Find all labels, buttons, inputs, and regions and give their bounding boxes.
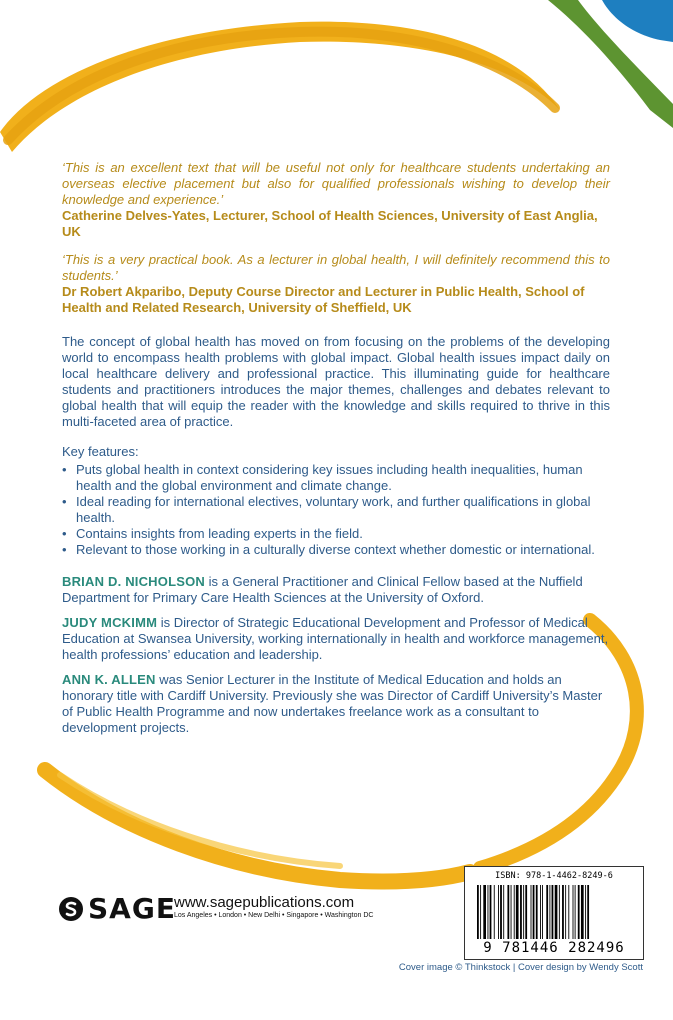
author-bio-text: was Senior Lecturer in the Institute of Medical Education and holds an honorary title with Cardiff University. Previously she was Director of Cardiff University’s Master of Public Health Programme and now undertakes freelance work as a consultant to development projects. xyxy=(62,672,603,735)
author-bio-text: is a General Practitioner and Clinical Fellow based at the Nuffield Department for Primary Care Health Sciences at the University of Oxford. xyxy=(62,574,583,605)
author-bio-text: is Director of Strategic Educational Development and Professor of Medical Education at Swansea University, working internationally in health and workforce management, health professions’ education and leadership. xyxy=(62,615,609,662)
back-cover-content xyxy=(62,160,610,745)
author-name: JUDY MCKIMM xyxy=(62,615,158,630)
key-feature-item: • Ideal reading for international electives, voluntary work, and further qualifications in global health. xyxy=(62,494,610,526)
key-feature-item: • Contains insights from leading experts in the field. xyxy=(62,526,610,542)
yellow-ring-bottom-stroke xyxy=(45,770,470,882)
cover-credits: Cover image © Thinkstock | Cover design by Wendy Scott xyxy=(398,962,643,973)
review-quote-1 xyxy=(62,160,610,240)
author-bio xyxy=(62,615,610,663)
isbn-barcode xyxy=(464,866,644,960)
review-quote-text: ‘This is a very practical book. As a lecturer in global health, I will definitely recommend this to students.’ xyxy=(62,252,610,283)
key-feature-item: • Puts global health in context considering key issues including health inequalities, human health and the global environment and climate change. xyxy=(62,462,610,494)
author-bio xyxy=(62,672,610,736)
isbn-label: ISBN: 978-1-4462-8249-6 xyxy=(495,871,613,881)
author-name: ANN K. ALLEN xyxy=(62,672,156,687)
sage-logo-text: SAGE xyxy=(88,892,176,925)
review-quote-author: Dr Robert Akparibo, Deputy Course Director and Lecturer in Public Health, School of Health and Related Research, University of Sheffield, UK xyxy=(62,284,585,315)
review-quote-text: ‘This is an excellent text that will be useful not only for healthcare students undertaking an overseas elective placement but also for qualified professionals wishing to develop their knowledge and experience.’ xyxy=(62,160,610,207)
publisher-cities: Los Angeles • London • New Delhi • Singapore • Washington DC xyxy=(174,912,374,919)
key-features-list xyxy=(62,462,610,558)
publisher-block xyxy=(58,892,388,932)
review-quote-2 xyxy=(62,252,610,316)
author-bio xyxy=(62,574,610,606)
barcode-bars xyxy=(477,885,631,939)
sage-logo-icon xyxy=(58,896,84,922)
key-feature-item: • Relevant to those working in a culturally diverse context whether domestic or international. xyxy=(62,542,610,558)
blue-paint-splash xyxy=(602,0,673,42)
key-features-heading: Key features: xyxy=(62,444,139,459)
author-name: BRIAN D. NICHOLSON xyxy=(62,574,205,589)
sage-logo xyxy=(58,892,176,925)
publisher-url[interactable]: www.sagepublications.com xyxy=(174,894,355,911)
book-description: The concept of global health has moved on from focusing on the problems of the developing world to encompass health problems with global impact. Global health issues impact daily on local healthcare delivery and professional practice. This illuminating guide for healthcare students and practitioners introduces the major themes, challenges and debates relevant to global health that will equip the reader with the knowledge and skills required to thrive in this multi-faceted area of practice. xyxy=(62,334,610,429)
review-quote-author: Catherine Delves-Yates, Lecturer, School of Health Sciences, University of East Anglia, UK xyxy=(62,208,598,239)
barcode-digits: 9 781446 282496 xyxy=(483,940,625,956)
